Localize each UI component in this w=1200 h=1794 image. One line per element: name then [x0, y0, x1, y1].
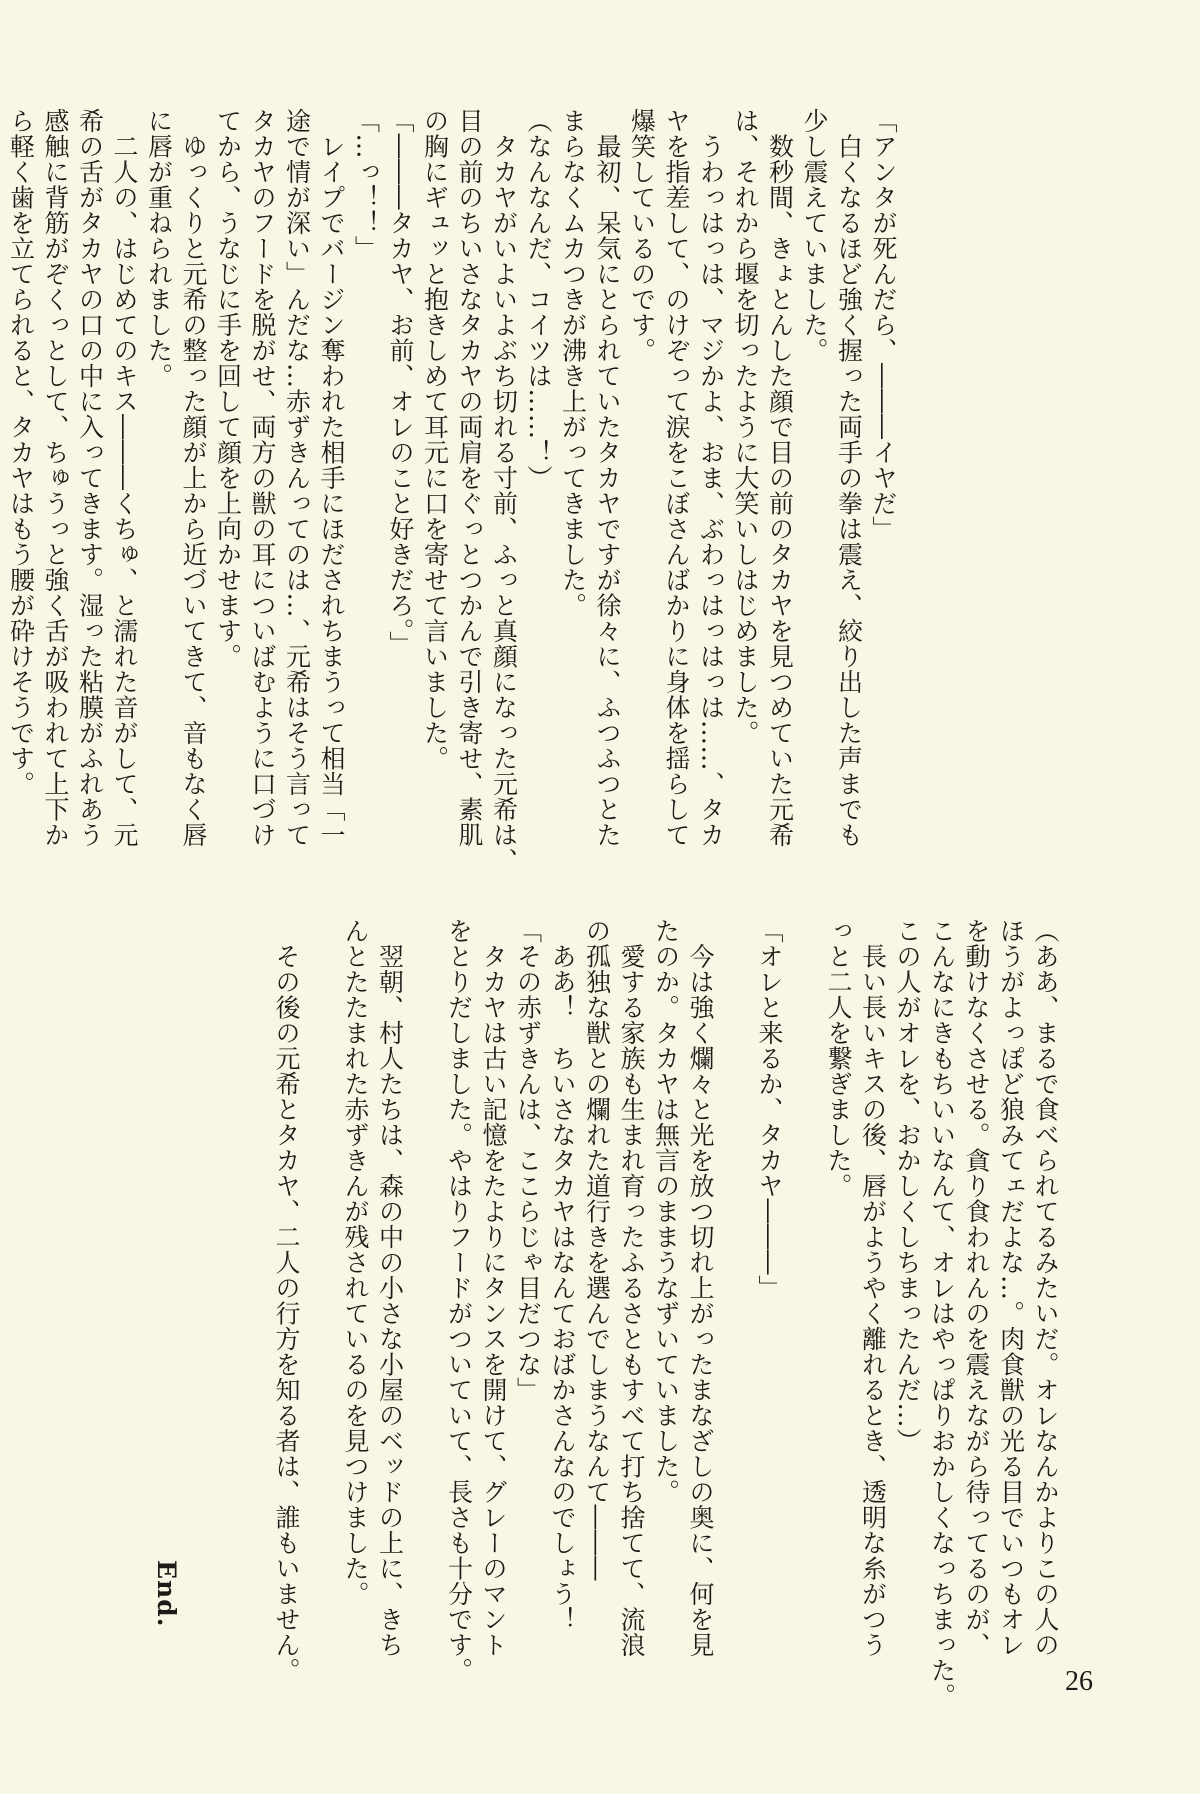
text-line: タカヤのフードを脱がせ、両方の獣の耳についばむように口づけ	[248, 108, 277, 848]
text-line: 「アンタが死んだら、―――イヤだ」	[869, 108, 898, 542]
end-mark: End.	[152, 1560, 181, 1628]
text-line: は、それから堰を切ったように大笑いしはじめました。	[731, 108, 760, 746]
text-line: タカヤがいよいよぶち切れる寸前、ふっと真顔になった元希は、	[489, 108, 519, 873]
text-line: ヤを指差して、のけぞって涙をこぼさんばかりに身体を揺らして	[662, 108, 691, 848]
text-line: まらなくムカつきが沸き上がってきました。	[558, 108, 588, 618]
text-line: 愛する家族も生まれ育ったふるさともすべて打ち捨てて、流浪	[617, 918, 646, 1658]
text-line: 数秒間、きょとんした顔で目の前のタカヤを見つめていた元希	[765, 108, 795, 848]
text-line: レイプでバージン奪われた相手にほだされちまうって相当「一	[317, 108, 346, 848]
text-line: 今は強く爛々と光を放つ切れ上がったまなざしの奥に、何を見	[686, 918, 715, 1658]
text-line: 途で情が深い」んだな…赤ずきんってのは…、元希はそう言って	[282, 108, 312, 848]
text-line: に唇が重ねられました。	[144, 108, 174, 389]
text-line	[786, 918, 821, 1663]
text-line	[407, 918, 442, 1663]
text-line: うわっはっは、マジかよ、おま、ぶわっはっはっは……、タカ	[696, 108, 726, 848]
text-line: 「…っ！！」	[351, 108, 381, 261]
text-line: 二人の、はじめてのキス―――くちゅ、と濡れた音がして、元	[110, 108, 139, 848]
text-line: を動けなくさせる。貪り食われんのを震えながら待ってるのが、	[962, 918, 991, 1658]
text-line: その後の元希とタカヤ、二人の行方を知る者は、誰もいません。	[272, 918, 301, 1683]
text-line	[717, 918, 752, 1663]
text-line: 「オレと来るか、タカヤ―――」	[755, 918, 784, 1301]
text-line: 爆笑しているのです。	[627, 108, 657, 363]
text-line: ら軽く歯を立てられると、タカヤはもう腰が砕けそうです。	[6, 108, 36, 797]
text-line	[303, 918, 338, 1663]
text-line: 感触に背筋がぞくっとして、ちゅうっと強く舌が吸われて上下か	[41, 108, 70, 848]
text-line: 「その赤ずきんは、ここらじゃ目だつな」	[513, 918, 543, 1403]
text-line: ああ！ ちいさなタカヤはなんておばかさんなのでしょう！	[548, 918, 577, 1632]
text-line: ほうがよっぽど狼みてェだよな…。肉食獣の光る目でいつもオレ	[996, 918, 1026, 1658]
text-line: この人がオレを、おかしくしちまったんだ…）	[893, 918, 922, 1454]
text-line: 長い長いキスの後、唇がようやく離れるとき、透明な糸がつう	[858, 918, 888, 1658]
text-line: 「―――タカヤ、お前、オレのこと好きだろ。」	[386, 108, 415, 657]
text-line: っと二人を繋ぎました。	[824, 918, 853, 1199]
text-line: 最初、呆気にとられていたタカヤですが徐々に、ふつふつとた	[593, 108, 622, 848]
text-line: 目の前のちいさなタカヤの両肩をぐっとつかんで引き寄せ、素肌	[455, 108, 484, 848]
text-line: たのか。タカヤは無言のままうなずいていました。	[651, 918, 681, 1505]
text-line: てから、うなじに手を回して顔を上向かせます。	[213, 108, 243, 669]
text-line: こんなにきもちいいなんて、オレはやっぱりおかしくなっちまった。	[927, 918, 957, 1709]
story-text-upper	[3, 108, 900, 873]
text-line: 白くなるほど強く握った両手の拳は震え、絞り出した声までも	[834, 108, 864, 848]
text-line: タカヤは古い記憶をたよりにタンスを開けて、グレーのマント	[479, 918, 508, 1658]
text-line: ゆっくりと元希の整った顔が上から近づいてきて、音もなく唇	[179, 108, 208, 848]
text-line: （ああ、まるで食べられてるみたいだ。オレなんかよりこの人の	[1031, 918, 1060, 1658]
story-text-lower	[269, 918, 1063, 1709]
text-line: 少し震えていました。	[800, 108, 829, 363]
text-line: んとたたまれた赤ずきんが残されているのを見つけました。	[341, 918, 370, 1607]
text-line: 希の舌がタカヤの口の中に入ってきます。湿った粘膜がふれあう	[75, 108, 105, 848]
text-line: 翌朝、村人たちは、森の中の小さな小屋のベッドの上に、きち	[375, 918, 405, 1658]
text-line: をとりだしました。やはりフードがついていて、長さも十分です。	[444, 918, 474, 1683]
text-line: の孤独な獣との爛れた道行きを選んでしまうなんて―――	[582, 918, 612, 1581]
text-line: の胸にギュッと抱きしめて耳元に口を寄せて言いました。	[420, 108, 450, 771]
page-number: 26	[1065, 1666, 1093, 1697]
text-line: （なんなんだ、コイツは……！）	[524, 108, 553, 491]
